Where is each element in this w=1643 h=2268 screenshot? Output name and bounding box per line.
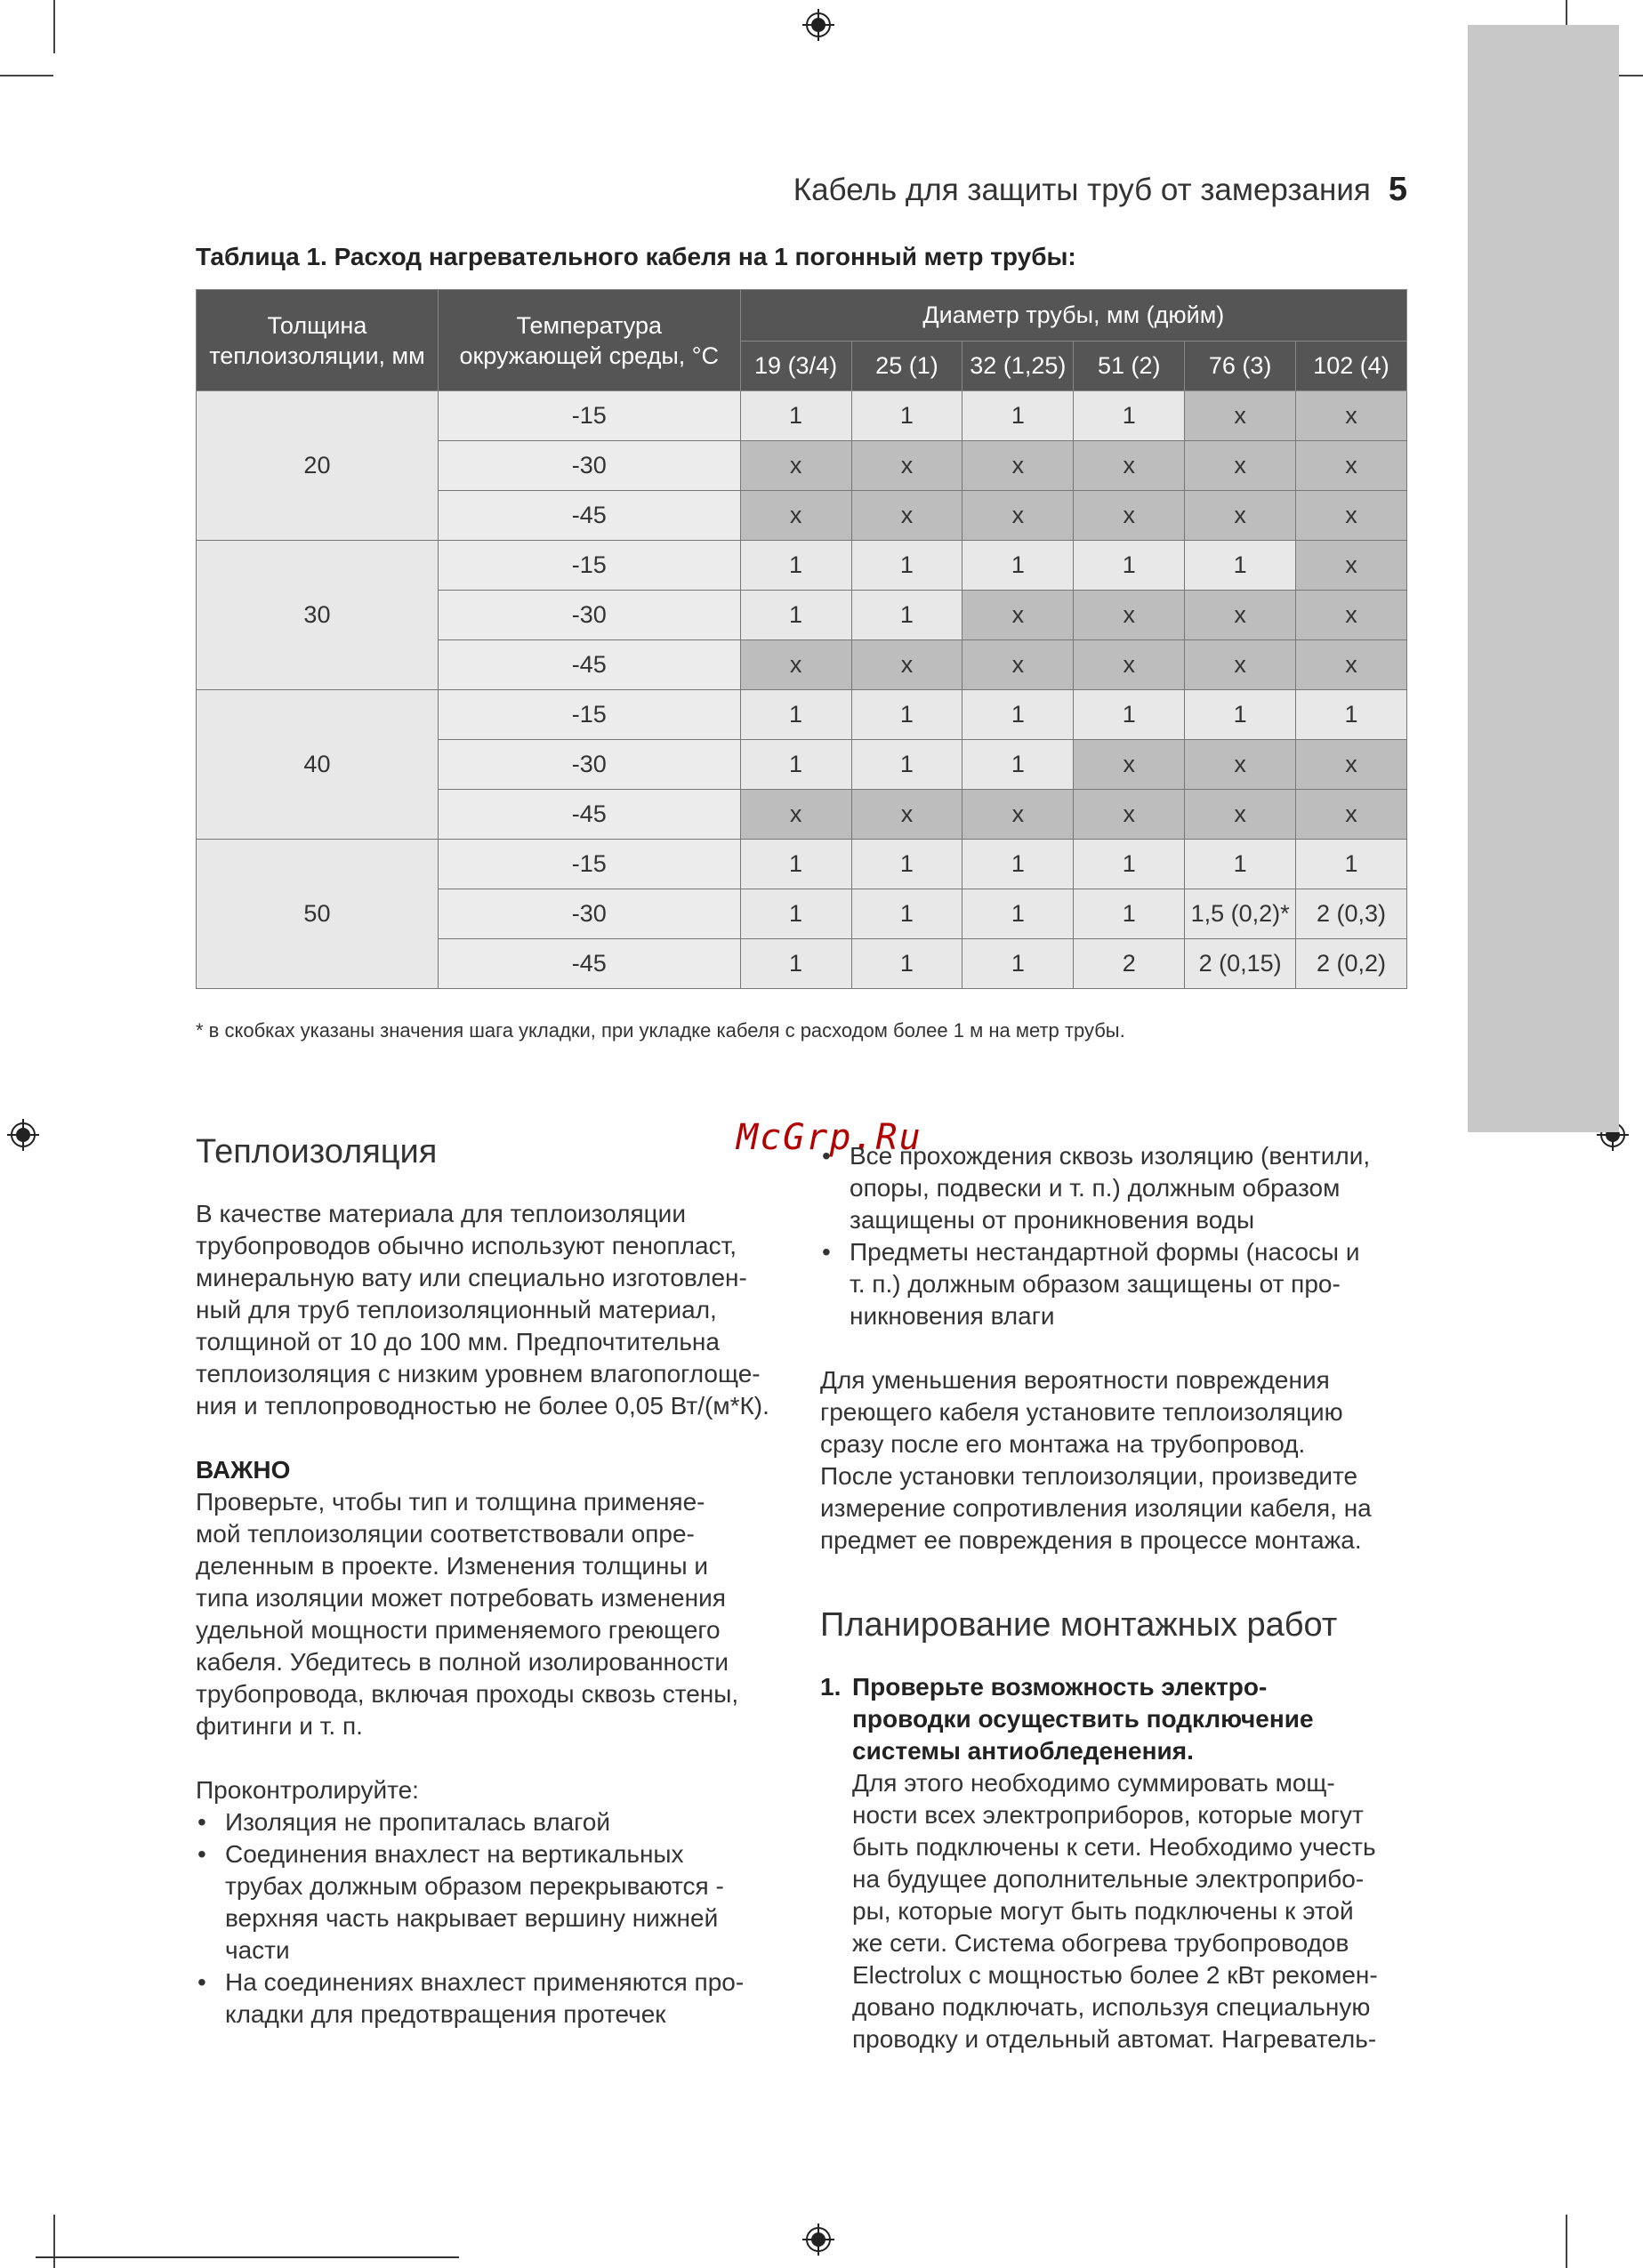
value-cell: x [851,790,962,840]
header-diameter: 19 (3/4) [740,342,851,391]
temperature-cell: -30 [438,591,740,640]
header-diameter: 32 (1,25) [962,342,1074,391]
text-line: Проверьте, чтобы тип и толщина применяе- [196,1488,705,1516]
table-footnote: * в скобках указаны значения шага укладки, при укладке кабеля с расходом более 1 м на метр трубы. [196,1019,1125,1042]
value-cell: 1 [1074,690,1185,740]
header-diameter: 76 (3) [1185,342,1296,391]
table-row [197,391,1407,441]
text-line: • Изоляция не пропиталась влагой [225,1808,610,1836]
temperature-cell: -15 [438,541,740,591]
text-line: теплоизоляция с низким уровнем влагопоглоще- [196,1360,761,1387]
value-cell: 1 [851,690,962,740]
text-line: • На соединениях внахлест применяются про- [225,1968,745,1996]
text-line: В качестве материала для теплоизоляции [196,1200,686,1227]
value-cell: 1 [962,889,1074,939]
value-cell: x [1185,740,1296,790]
text-line: типа изоляции может потребовать изменения [196,1584,726,1612]
right-bullet-list [820,1140,1425,1332]
text-line: ния и теплопроводностью не более 0,05 Вт/(м*К). [196,1392,769,1420]
thickness-cell: 40 [197,690,439,840]
header-thickness: Толщина теплоизоляции, мм [197,290,439,391]
value-cell: x [1296,640,1407,690]
registration-mark-icon [802,9,834,41]
value-cell: 1 [1185,840,1296,889]
value-cell: 1 [962,939,1074,989]
text-line: измерение сопротивления изоляции кабеля, на [820,1494,1372,1522]
value-cell: 2 (0,3) [1296,889,1407,939]
value-cell: x [1074,591,1185,640]
text-line: сразу после его монтажа на трубопровод. [820,1430,1306,1458]
value-cell: 1 [1185,541,1296,591]
crop-mark [53,0,55,53]
text-line: греющего кабеля установите теплоизоляцию [820,1398,1343,1426]
value-cell: 1 [851,840,962,889]
value-cell: x [962,491,1074,541]
value-cell: x [1296,591,1407,640]
text-line: кабеля. Убедитесь в полной изолированности [196,1648,729,1676]
value-cell: x [1074,740,1185,790]
text-line: же сети. Система обогрева трубопроводов [852,1929,1349,1957]
step-text [852,1767,1425,2055]
value-cell: 1 [1296,840,1407,889]
text-line: Для этого необходимо суммировать мощ- [852,1769,1335,1797]
side-tab [1468,25,1619,1132]
value-cell: 1 [740,939,851,989]
consumption-table [196,289,1407,989]
text-line: • Соединения внахлест на вертикальных [225,1840,684,1868]
temperature-cell: -45 [438,640,740,690]
value-cell: 1 [851,541,962,591]
value-cell: x [962,441,1074,491]
value-cell: x [740,441,851,491]
text-line: трубопроводов обычно используют пенопласт, [196,1232,737,1259]
check-title: Проконтролируйте: [196,1776,419,1804]
value-cell: 1 [740,889,851,939]
value-cell: 2 (0,2) [1296,939,1407,989]
value-cell: x [740,491,851,541]
value-cell: 1 [962,391,1074,441]
value-cell: x [1296,441,1407,491]
value-cell: 1 [1074,541,1185,591]
temperature-cell: -15 [438,690,740,740]
value-cell: 2 [1074,939,1185,989]
text-line: толщиной от 10 до 100 мм. Предпочтительна [196,1328,720,1355]
value-cell: x [1074,491,1185,541]
value-cell: 1 [740,690,851,740]
registration-mark-icon [802,2224,834,2256]
check-list [196,1806,801,2031]
step-1 [820,1671,1425,2055]
value-cell: x [1296,541,1407,591]
table-row [197,541,1407,591]
text-line: части [225,1936,290,1964]
value-cell: x [851,491,962,541]
header-title: Кабель для защиты труб от замерзания [793,173,1371,207]
list-item [196,1838,801,1966]
value-cell: 1 [962,690,1074,740]
value-cell: x [1185,790,1296,840]
text-line: никновения влаги [850,1302,1055,1330]
text-line: деленным в проекте. Изменения толщины и [196,1552,709,1580]
value-cell: 1 [1074,391,1185,441]
value-cell: x [1185,391,1296,441]
value-cell: x [1185,640,1296,690]
text-line: мой теплоизоляции соответствовали опре- [196,1520,695,1548]
text-line: • Все прохождения сквозь изоляцию (вентили, [850,1142,1371,1170]
text-line: ности всех электроприборов, которые могут [852,1801,1364,1829]
value-cell: 1 [962,740,1074,790]
value-cell: x [740,790,851,840]
value-cell: x [740,640,851,690]
text-line: предмет ее повреждения в процессе монтажа. [820,1526,1362,1554]
table-row [197,840,1407,889]
header-diameter: 102 (4) [1296,342,1407,391]
thickness-cell: 20 [197,391,439,541]
crop-mark [53,2215,55,2268]
right-column [820,1140,1425,2055]
value-cell: x [1074,790,1185,840]
watermark: McGrp.Ru [737,1117,922,1158]
value-cell: 1 [851,591,962,640]
value-cell: x [851,441,962,491]
value-cell: 1 [1185,690,1296,740]
temperature-cell: -30 [438,441,740,491]
temperature-cell: -15 [438,840,740,889]
value-cell: x [1185,491,1296,541]
text-line: удельной мощности применяемого греющего [196,1616,721,1644]
left-column [196,1131,801,2031]
list-item [196,1806,801,1838]
table-caption: Таблица 1. Расход нагревательного кабеля на 1 погонный метр трубы: [196,243,1076,270]
text-line: трубопровода, включая проходы сквозь стены, [196,1680,739,1708]
text-line: После установки теплоизоляции, произведите [820,1462,1358,1490]
value-cell: 1 [851,939,962,989]
text-line: фитинги и т. п. [196,1712,363,1740]
crop-mark [0,75,53,76]
temperature-cell: -30 [438,889,740,939]
text-line: верхняя часть накрывает вершину нижней [225,1904,719,1932]
value-cell: x [962,591,1074,640]
value-cell: x [962,790,1074,840]
value-cell: 1 [851,391,962,441]
text-line: • Предметы нестандартной формы (насосы и [850,1238,1360,1266]
temperature-cell: -15 [438,391,740,441]
value-cell: 1 [740,840,851,889]
text-line: опоры, подвески и т. п.) должным образом [850,1174,1341,1202]
crop-mark [1566,2215,1567,2268]
value-cell: 1 [1074,840,1185,889]
value-cell: 1 [740,591,851,640]
temperature-cell: -45 [438,939,740,989]
page-header [178,171,1407,209]
text-line: на будущее дополнительные электроприбо- [852,1865,1365,1893]
value-cell: x [962,640,1074,690]
text-line: кладки для предотвращения протечек [225,2000,666,2028]
insulation-intro [196,1198,801,1422]
value-cell: 1 [962,840,1074,889]
text-line: ный для труб теплоизоляционный материал, [196,1296,717,1323]
value-cell: 1 [1074,889,1185,939]
value-cell: x [1074,640,1185,690]
text-line: проводку и отдельный автомат. Нагреватель- [852,2025,1377,2053]
text-line: Для уменьшения вероятности повреждения [820,1366,1330,1394]
text-line: быть подключены к сети. Необходимо учесть [852,1833,1376,1861]
value-cell: 1 [851,889,962,939]
temperature-cell: -30 [438,740,740,790]
text-line: довано подключать, используя специальную [852,1993,1371,2021]
text-line: Electrolux с мощностью более 2 кВт рекомен- [852,1961,1378,1989]
important-text [196,1486,801,1742]
text-line: т. п.) должным образом защищены от про- [850,1270,1341,1298]
value-cell: 1 [1296,690,1407,740]
list-item [196,1966,801,2031]
text-line: проводки осуществить подключение [852,1705,1314,1733]
list-item [820,1236,1425,1332]
temperature-cell: -45 [438,491,740,541]
value-cell: 1 [740,740,851,790]
thickness-cell: 50 [197,840,439,989]
text-line: защищены от проникновения воды [850,1206,1255,1234]
value-cell: x [1296,740,1407,790]
bottom-rule [36,2256,459,2258]
list-item [820,1140,1425,1236]
table-row [197,690,1407,740]
value-cell: 1,5 (0,2)* [1185,889,1296,939]
value-cell: x [1296,391,1407,441]
text-line: минеральную вату или специально изготовлен- [196,1264,747,1291]
text-line: ры, которые могут быть подключены к этой [852,1897,1354,1925]
header-diameter: 25 (1) [851,342,962,391]
header-diameter: 51 (2) [1074,342,1185,391]
header-diameter-group: Диаметр трубы, мм (дюйм) [740,290,1406,342]
value-cell: 1 [851,740,962,790]
thickness-cell: 30 [197,541,439,690]
page-number: 5 [1388,171,1407,208]
step-number: 1. [820,1673,842,1701]
temperature-cell: -45 [438,790,740,840]
text-line: трубах должным образом перекрываются - [225,1872,724,1900]
text-line: системы антиобледенения. [852,1737,1194,1765]
value-cell: x [1074,441,1185,491]
section-heading-planning: Планирование монтажных работ [820,1606,1338,1644]
value-cell: 1 [740,541,851,591]
header-temperature: Температура окружающей среды, °C [438,290,740,391]
registration-mark-icon [7,1119,39,1151]
value-cell: x [1296,790,1407,840]
value-cell: 2 (0,15) [1185,939,1296,989]
value-cell: x [1185,441,1296,491]
section-heading-insulation: Теплоизоляция [196,1133,438,1170]
step-title [852,1671,1425,1767]
value-cell: x [1296,491,1407,541]
text-line: Проверьте возможность электро- [852,1673,1268,1701]
right-paragraph [820,1364,1425,1556]
value-cell: x [851,640,962,690]
value-cell: x [1185,591,1296,640]
value-cell: 1 [740,391,851,441]
important-title: ВАЖНО [196,1456,291,1484]
value-cell: 1 [962,541,1074,591]
